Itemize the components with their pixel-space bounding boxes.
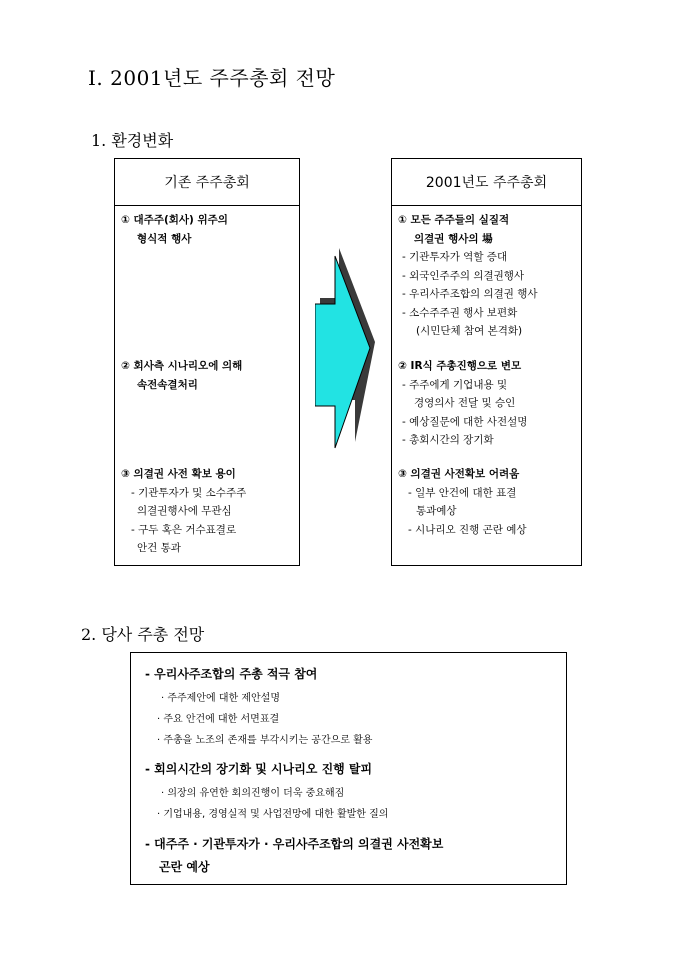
- right-block-1: [398, 211, 538, 341]
- right-block-2-head: ② IR식 주총진행으로 변모: [398, 360, 522, 372]
- left-block-1: [121, 211, 228, 248]
- agm-2001-header: 2001년도 주주총회: [392, 159, 581, 206]
- right-block-3-item: - 시나리오 진행 곤란 예상: [408, 523, 527, 536]
- left-block-3-item: 의결권행사에 무관심: [137, 505, 232, 517]
- right-block-1-head-line1: ① 모든 주주들의 실질적: [398, 214, 510, 226]
- group3-head-line2: 곤란 예상: [159, 860, 210, 874]
- right-block-2: [398, 357, 527, 450]
- left-block-1-head-line1: ① 대주주(회사) 위주의: [121, 214, 228, 226]
- right-block-2-item: - 주주에게 기업내용 및: [402, 378, 508, 391]
- right-block-2-item: 경영의사 전달 및 승인: [414, 397, 516, 409]
- left-block-3: [121, 465, 246, 558]
- right-block-1-item: - 우리사주조합의 의결권 행사: [402, 288, 538, 300]
- existing-agm-header: 기존 주주총회: [115, 159, 299, 206]
- right-block-1-item: - 기관투자가 역할 증대: [402, 251, 508, 263]
- transition-arrow-icon: [315, 248, 377, 454]
- right-block-3-head: ③ 의결권 사전확보 어려움: [398, 468, 520, 480]
- section-heading-environment-change: 1. 환경변화: [91, 131, 174, 150]
- group1-head: - 우리사주조합의 주총 적극 참여: [145, 667, 318, 681]
- left-block-3-head: ③ 의결권 사전 확보 용이: [121, 468, 236, 480]
- right-block-3-item: - 일부 안건에 대한 표결: [408, 486, 517, 499]
- group1-item: · 주총을 노조의 존재를 부각시키는 공간으로 활용: [157, 735, 373, 746]
- group2-item: · 의장의 유연한 회의진행이 더욱 중요해짐: [161, 788, 345, 799]
- left-block-2-head-line1: ② 회사측 시나리오에 의해: [121, 360, 243, 372]
- existing-agm-box: [114, 158, 300, 566]
- left-block-3-item: - 구두 혹은 거수표결로: [131, 523, 237, 536]
- company-agm-outlook-box: [130, 652, 567, 885]
- group1-item: · 주주제안에 대한 제안설명: [161, 693, 280, 704]
- group1-item: · 주요 안건에 대한 서면표결: [157, 714, 280, 725]
- left-block-1-head-line2: 형식적 행사: [137, 232, 192, 245]
- right-block-3: [398, 465, 527, 539]
- section-heading-company-agm-outlook: 2. 당사 주총 전망: [81, 625, 205, 644]
- left-block-3-item: - 기관투자가 및 소수주주: [131, 486, 247, 499]
- left-block-2-head-line2: 속전속결처리: [137, 378, 198, 391]
- right-block-1-item: - 소수주주권 행사 보편화: [402, 306, 518, 319]
- group3-head-line1: - 대주주 · 기관투자가 · 우리사주조합의 의결권 사전확보: [145, 837, 444, 851]
- group2-head: - 회의시간의 장기화 및 시나리오 진행 탈피: [145, 762, 373, 776]
- right-block-2-item: - 총회시간의 장기화: [402, 434, 494, 446]
- right-block-1-item: - 외국인주주의 의결권행사: [402, 269, 525, 282]
- left-block-3-item: 안건 통과: [137, 542, 181, 554]
- agm-2001-box: [391, 158, 582, 566]
- left-block-2: [121, 357, 242, 394]
- right-block-3-item: 통과예상: [416, 505, 457, 517]
- page-title: Ⅰ. 2001년도 주주총회 전망: [88, 66, 336, 90]
- right-block-1-head-line2: 의결권 행사의 場: [414, 232, 493, 245]
- group2-item: · 기업내용, 경영실적 및 사업전망에 대한 활발한 질의: [157, 809, 389, 820]
- right-block-1-item: (시민단체 참여 본격화): [416, 325, 523, 337]
- arrow-body: [315, 256, 370, 448]
- right-block-2-item: - 예상질문에 대한 사전설명: [402, 415, 528, 428]
